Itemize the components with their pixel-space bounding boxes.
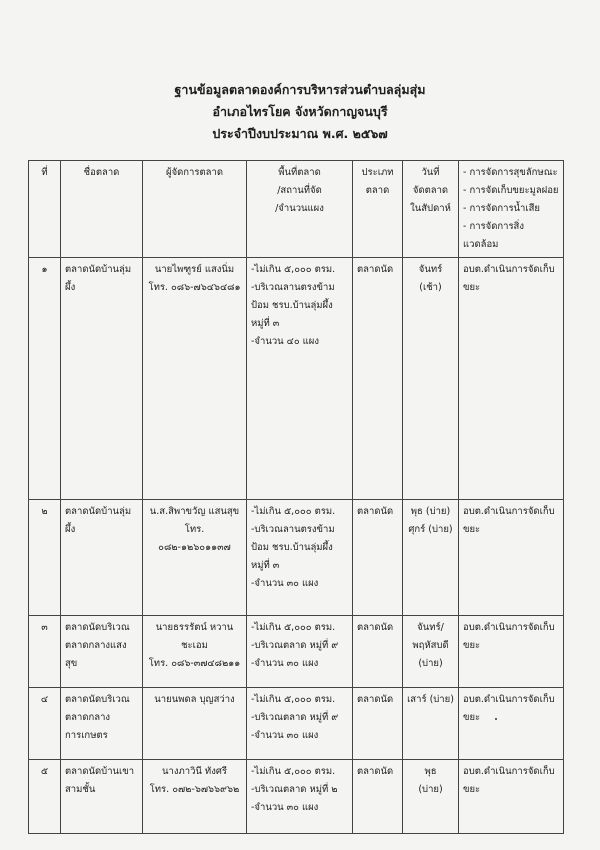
row-area-line: -จำนวน ๓๐ แผง: [251, 578, 319, 589]
row-no: ๓: [29, 616, 61, 688]
row-area-line: หมู่ที่ ๓: [251, 318, 280, 329]
scan-speck: [495, 718, 497, 720]
row-area-line: -จำนวน ๓๐ แผง: [251, 658, 319, 669]
row-name-line: ตลาดนัดบ้านลุ่มผึ้ง: [65, 506, 132, 535]
row-operations: อบต.ดำเนินการจัดเก็บขยะ: [459, 258, 564, 500]
row-manager: [143, 500, 247, 616]
row-name-line: ตลาดกลางแสงสุข: [65, 640, 127, 669]
row-market-name: [61, 616, 143, 688]
row-days-line: จันทร์/: [417, 622, 444, 633]
row-name-line: ตลาดนัดบริเวณ: [65, 694, 130, 705]
row-no: ๔: [29, 688, 61, 760]
row-area: [247, 688, 353, 760]
header-days-line: วันที่: [421, 167, 440, 178]
header-no: ที่: [29, 161, 61, 258]
row-days-line: พฤหัสบดี: [412, 640, 449, 651]
row-manager: [143, 258, 247, 500]
row-area-line: -บริเวณตลาด หมู่ที่ ๒: [251, 784, 338, 795]
row-days-line: พุธ (บ่าย): [410, 506, 451, 517]
header-area: [247, 161, 353, 258]
row-manager-line: โทร. ๐๗๒-๖๗๖๖๙๖๒: [149, 784, 240, 795]
row-manager-line: นายธรรรัตน์ หวานชะเอม: [155, 622, 234, 651]
row-area-line: -บริเวณลานตรงข้าม: [251, 282, 335, 293]
row-area-line: -ไม่เกิน ๕,๐๐๐ ตรม.: [251, 506, 336, 517]
row-days-line: เสาร์ (บ่าย): [407, 694, 454, 705]
row-area-line: -จำนวน ๔๐ แผง: [251, 336, 320, 347]
row-days: [403, 760, 459, 834]
row-market-name: [61, 688, 143, 760]
row-area: [247, 760, 353, 834]
row-area-line: ป้อม ชรบ.บ้านลุ่มผึ้ง: [251, 542, 333, 553]
doc-title-line1: ฐานข้อมูลตลาดองค์การบริหารส่วนตำบลลุ่มสุ่ม: [174, 82, 426, 97]
row-area-line: -ไม่เกิน ๕,๐๐๐ ตรม.: [251, 694, 336, 705]
row-type: ตลาดนัด: [353, 500, 403, 616]
row-area: [247, 616, 353, 688]
header-type-line: ประเภท: [361, 167, 394, 178]
doc-title-line2: อำเภอไทรโยค จังหวัดกาญจนบุรี: [212, 104, 388, 119]
row-no: ๒: [29, 500, 61, 616]
row-operations: อบต.ดำเนินการจัดเก็บขยะ: [459, 760, 564, 834]
row-days-line: พุธ: [424, 766, 437, 777]
row-type: ตลาดนัด: [353, 616, 403, 688]
row-no: ๕: [29, 760, 61, 834]
row-manager: [143, 760, 247, 834]
row-manager-line: นางภาวินี ทังศรี: [162, 766, 227, 777]
row-manager-line: นายนพดล บุญสว่าง: [154, 694, 235, 705]
header-operations-line: - การจัดการสิ่งแวดล้อม: [463, 221, 524, 250]
header-area-line: พื้นที่ตลาด: [278, 167, 321, 178]
row-name-line: ตลาดกลาง: [65, 712, 111, 723]
row-area-line: ป้อม ชรบ.บ้านลุ่มผึ้ง: [251, 300, 333, 311]
row-manager-line: โทร. ๐๘๖-๓๗๔๘๒๑๑: [148, 658, 241, 669]
table-row: [29, 258, 564, 500]
row-market-name: [61, 258, 143, 500]
row-area-line: -ไม่เกิน ๕,๐๐๐ ตรม.: [251, 622, 336, 633]
row-area: [247, 500, 353, 616]
row-manager-line: นายไพฑูรย์ แสงนิ่ม: [154, 264, 235, 275]
row-days-line: (บ่าย): [418, 784, 443, 795]
table-row: [29, 760, 564, 834]
header-market-name: ชื่อตลาด: [61, 161, 143, 258]
row-name-line: สามชั้น: [65, 784, 96, 795]
markets-table: [28, 160, 564, 834]
table-header-row: [29, 161, 564, 258]
row-area: [247, 258, 353, 500]
header-operations-line: - การจัดเก็บขยะมูลฝอย: [463, 185, 559, 196]
row-type: ตลาดนัด: [353, 760, 403, 834]
row-days: [403, 688, 459, 760]
table-row: [29, 688, 564, 760]
row-name-line: ตลาดนัดบ้านเขา: [65, 766, 135, 777]
row-no: ๑: [29, 258, 61, 500]
row-manager-line: น.ส.สิพาขวัญ แสนสุข: [149, 506, 240, 517]
row-operations: อบต.ดำเนินการจัดเก็บขยะ: [459, 688, 564, 760]
row-days: [403, 258, 459, 500]
row-manager-line: โทร. ๐๘๒-๑๒๖๐๑๑๓๗: [158, 524, 231, 553]
row-days-line: จันทร์ (เช้า): [418, 264, 443, 293]
row-area-line: -ไม่เกิน ๕,๐๐๐ ตรม.: [251, 264, 336, 275]
row-area-line: -จำนวน ๓๐ แผง: [251, 730, 319, 741]
header-type: [353, 161, 403, 258]
header-area-line: /สถานที่จัด: [277, 185, 322, 196]
row-name-line: การเกษตร: [65, 730, 108, 741]
row-operations: อบต.ดำเนินการจัดเก็บขยะ: [459, 616, 564, 688]
row-market-name: [61, 760, 143, 834]
row-area-line: หมู่ที่ ๓: [251, 560, 280, 571]
row-manager: [143, 616, 247, 688]
row-area-line: -บริเวณตลาด หมู่ที่ ๙: [251, 640, 339, 651]
row-days-line: (บ่าย): [418, 658, 443, 669]
row-area-line: -บริเวณตลาด หมู่ที่ ๙: [251, 712, 339, 723]
row-days: [403, 616, 459, 688]
row-days: [403, 500, 459, 616]
table-row: [29, 616, 564, 688]
row-name-line: ตลาดนัดบ้านลุ่มผึ้ง: [65, 264, 132, 293]
row-area-line: -ไม่เกิน ๕,๐๐๐ ตรม.: [251, 766, 336, 777]
header-operations-line: - การจัดการสุขลักษณะ: [463, 167, 558, 178]
header-area-line: /จำนวนแผง: [275, 203, 324, 214]
row-days-line: ศุกร์ (บ่าย): [408, 524, 453, 535]
row-manager-line: โทร. ๐๘๖-๗๖๔๖๔๘๑: [148, 282, 241, 293]
row-market-name: [61, 500, 143, 616]
header-type-line: ตลาด: [365, 185, 390, 196]
header-operations-line: - การจัดการน้ำเสีย: [463, 203, 541, 214]
header-days-line: ในสัปดาห์: [410, 203, 451, 214]
header-operations: [459, 161, 564, 258]
row-manager: [143, 688, 247, 760]
row-area-line: -บริเวณลานตรงข้าม: [251, 524, 335, 535]
header-days-line: จัดตลาด: [412, 185, 449, 196]
row-type: ตลาดนัด: [353, 688, 403, 760]
row-type: ตลาดนัด: [353, 258, 403, 500]
row-area-line: -จำนวน ๓๐ แผง: [251, 802, 319, 813]
header-manager: ผู้จัดการตลาด: [143, 161, 247, 258]
table-row: [29, 500, 564, 616]
doc-title-line3: ประจำปีงบประมาณ พ.ศ. ๒๕๖๗: [212, 126, 388, 141]
header-days: [403, 161, 459, 258]
row-name-line: ตลาดนัดบริเวณ: [65, 622, 130, 633]
row-operations: อบต.ดำเนินการจัดเก็บขยะ: [459, 500, 564, 616]
